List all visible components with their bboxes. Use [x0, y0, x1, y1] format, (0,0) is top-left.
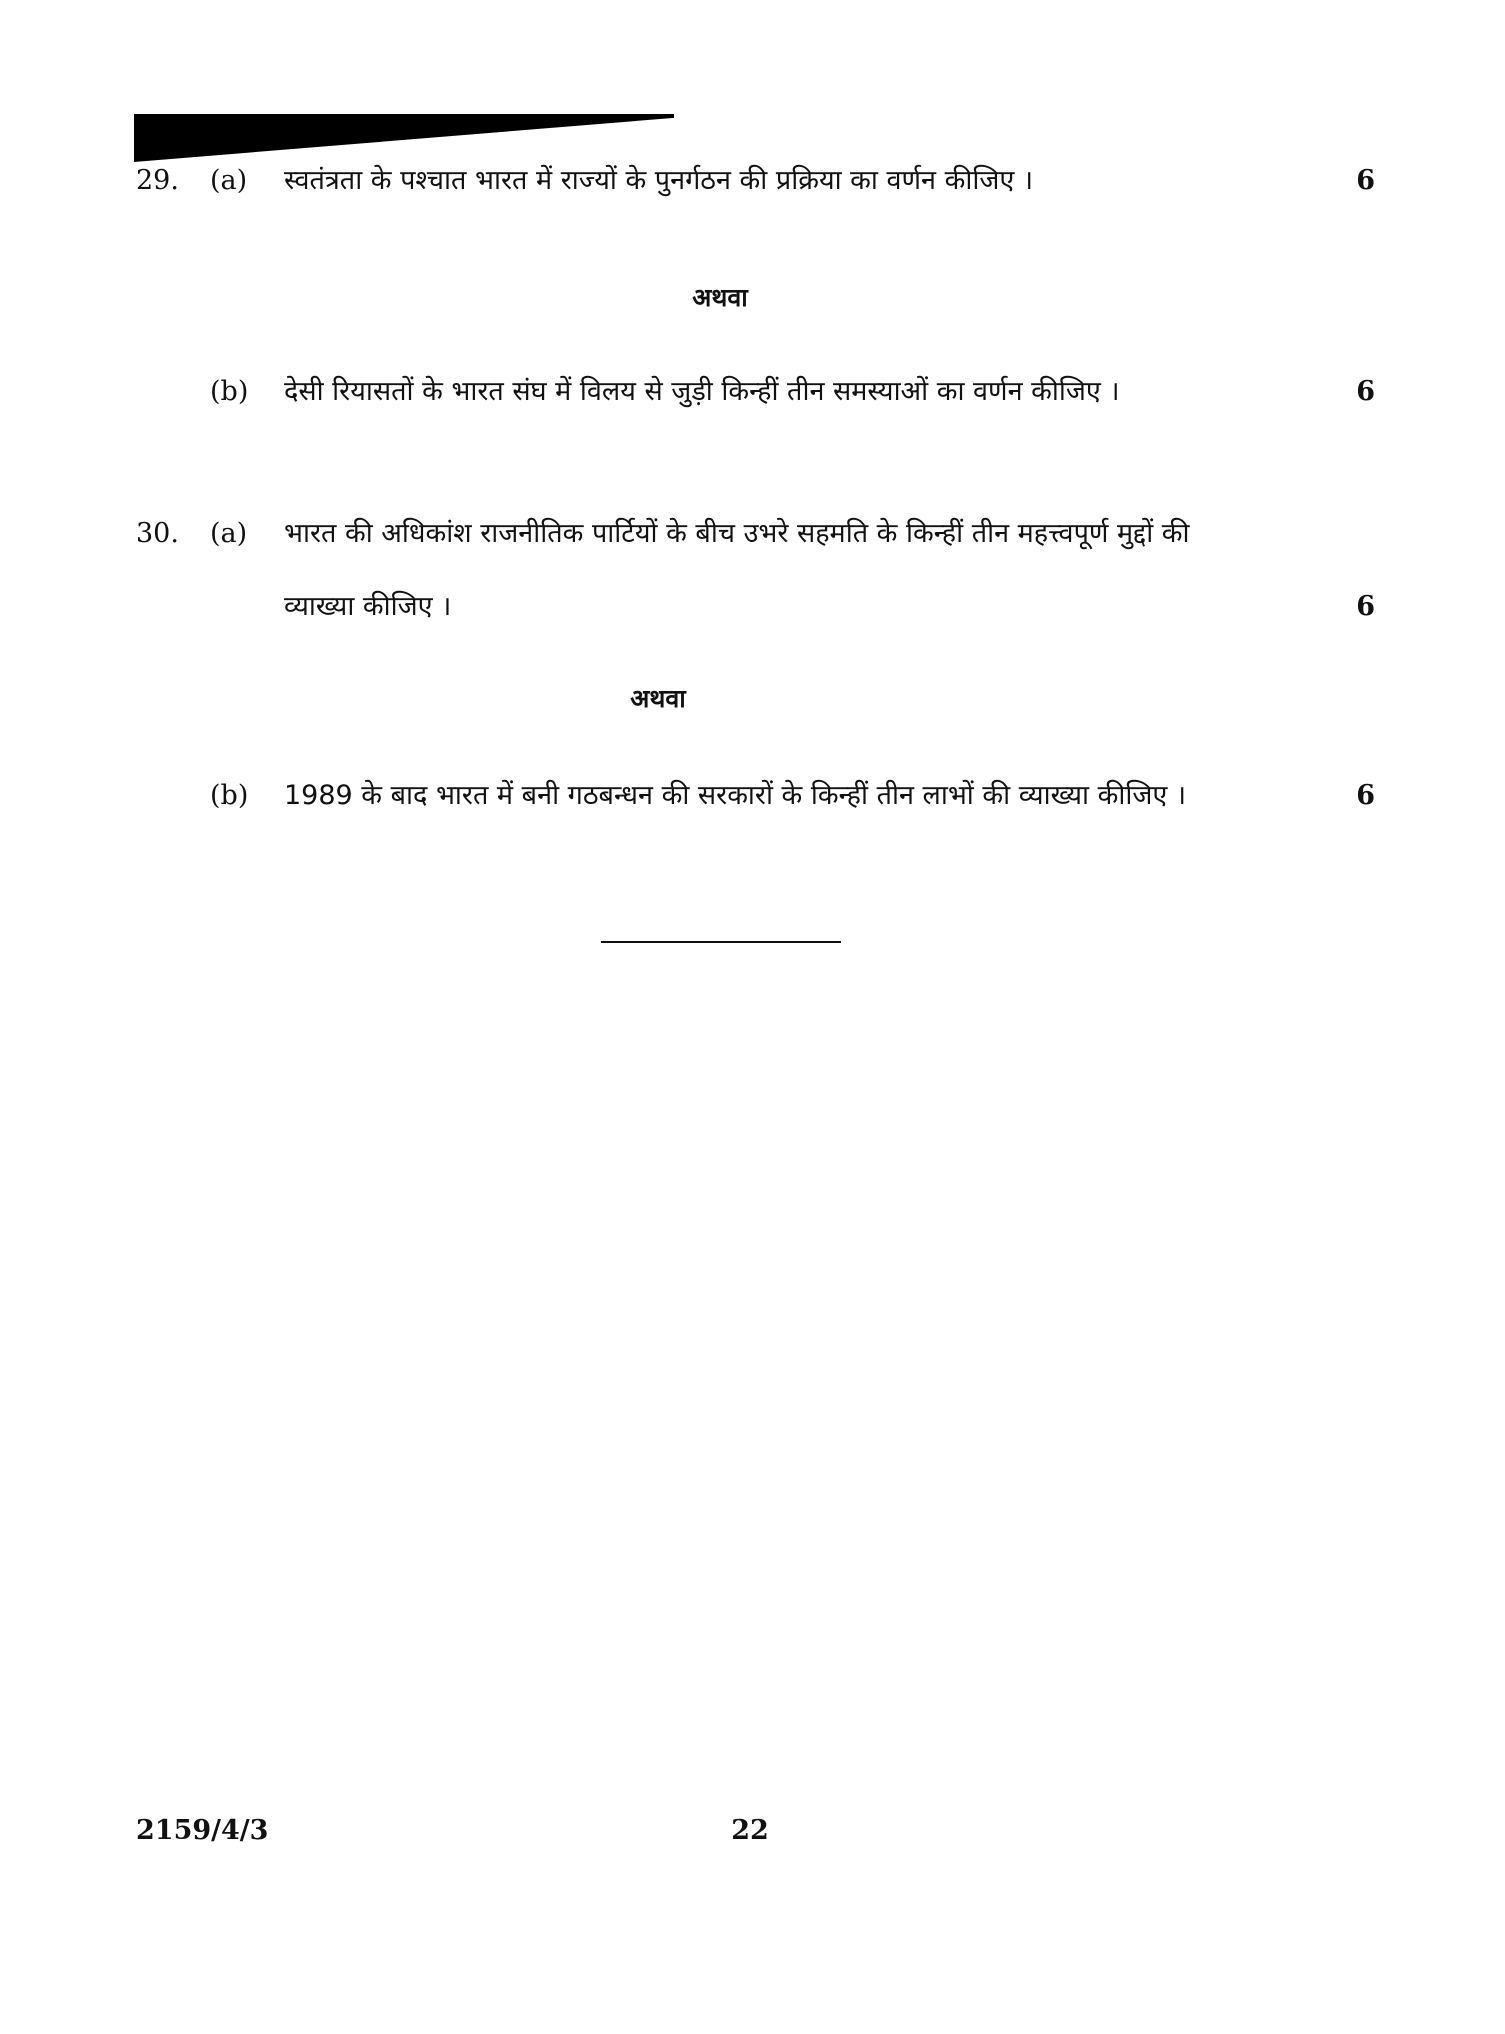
question-text: 1989 के बाद भारत में बनी गठबन्धन की सरकारों के किन्हीं तीन लाभों की व्याख्या कीजिए । [284, 780, 1187, 811]
redaction-bar [134, 114, 674, 162]
paper-code: 2159/4/3 [136, 1815, 269, 1846]
marks: 6 [1356, 591, 1375, 622]
or-label: अथवा [692, 283, 748, 312]
marks: 6 [1356, 780, 1375, 811]
question-text-line-2: व्याख्या कीजिए । [284, 591, 452, 622]
or-label: अथवा [630, 684, 686, 713]
end-of-paper-rule [601, 941, 841, 943]
question-number: 29. [136, 165, 179, 196]
question-number: 30. [136, 518, 179, 549]
part-label-b: (b) [210, 376, 249, 407]
marks: 6 [1356, 165, 1375, 196]
question-text: देसी रियासतों के भारत संघ में विलय से जुड़ी किन्हीं तीन समस्याओं का वर्णन कीजिए । [284, 376, 1120, 407]
page-number: 22 [731, 1815, 769, 1846]
marks: 6 [1356, 376, 1375, 407]
question-text: स्वतंत्रता के पश्चात भारत में राज्यों के पुनर्गठन की प्रक्रिया का वर्णन कीजिए । [284, 165, 1034, 196]
question-text-line-1: भारत की अधिकांश राजनीतिक पार्टियों के बीच उभरे सहमति के किन्हीं तीन महत्त्वपूर्ण मुद्दों की [284, 518, 1190, 549]
part-label-a: (a) [210, 165, 248, 196]
part-label-b: (b) [210, 780, 249, 811]
part-label-a: (a) [210, 518, 248, 549]
